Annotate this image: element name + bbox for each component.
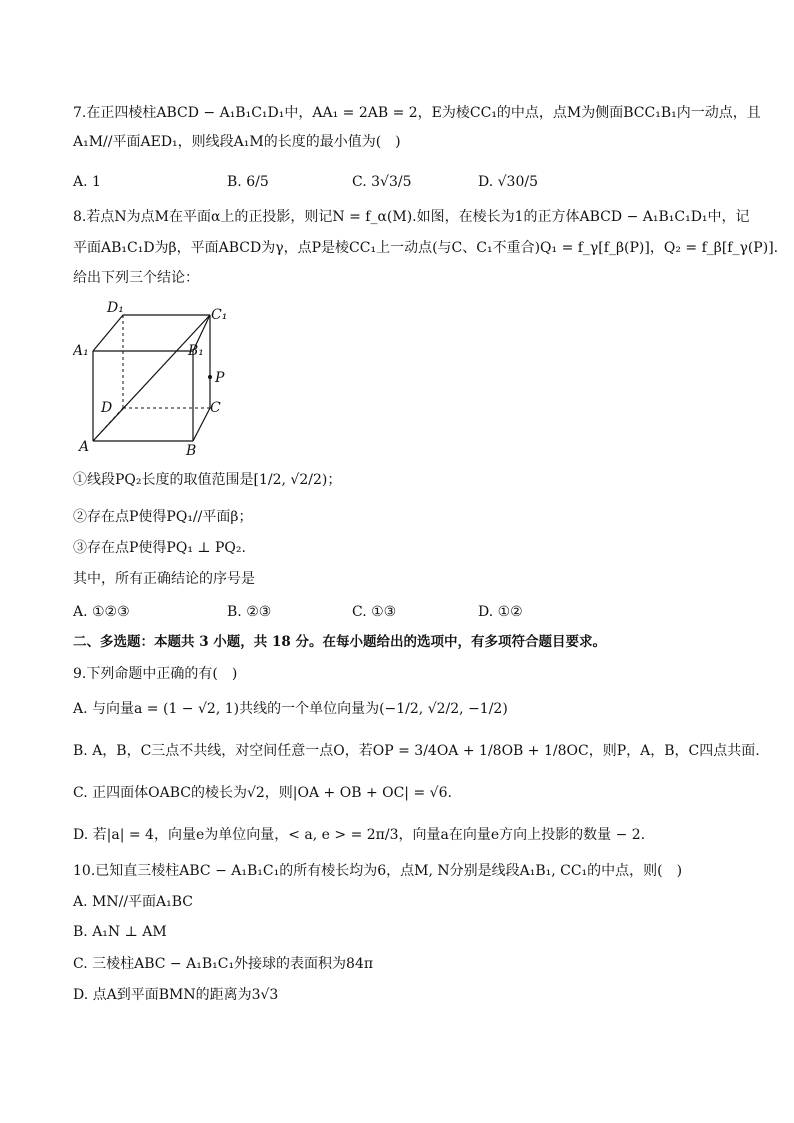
q7-stem-line1: 7.在正四棱柱ABCD − A₁B₁C₁D₁中，AA₁ = 2AB = 2，E为棱CC₁的中点，点M为侧面BCC₁B₁内一动点，且 [73, 105, 761, 121]
label-a1: A₁ [73, 343, 89, 359]
q8-stem-line3: 给出下列三个结论： [73, 270, 199, 286]
label-b1: B₁ [188, 343, 204, 359]
q9-stem: 9.下列命题中正确的有( ) [73, 666, 238, 682]
q10-option-c: C. 三棱柱ABC − A₁B₁C₁外接球的表面积为84π [73, 956, 374, 972]
section-heading-multiple-choice: 二、多选题：本题共 3 小题，共 18 分。在每小题给出的选项中，有多项符合题目要求。 [73, 634, 606, 650]
label-c: C [210, 400, 221, 416]
q8-option-b: B. ②③ [227, 604, 272, 620]
q10-stem: 10.已知直三棱柱ABC − A₁B₁C₁的所有棱长均为6，点M, N分别是线段A₁B₁, CC₁的中点，则( ) [73, 863, 683, 879]
q9-option-b: B. A，B，C三点不共线，对空间任意一点O，若OP = 3/4OA + 1/8OB + 1/8OC，则P，A，B，C四点共面. [73, 743, 760, 759]
cube-diagram [73, 300, 233, 456]
cube-figure [73, 300, 233, 456]
q8-ask: 其中，所有正确结论的序号是 [73, 571, 255, 587]
label-d1: D₁ [107, 300, 124, 316]
q7-option-d: D. √30/5 [478, 174, 538, 190]
label-a: A [79, 439, 90, 455]
q8-option-c: C. ①③ [352, 604, 397, 620]
q7-option-c: C. 3√3/5 [352, 174, 412, 190]
q8-conclusion-2: ②存在点P使得PQ₁//平面β； [73, 509, 253, 525]
q8-conclusion-1: ①线段PQ₂长度的取值范围是[1/2, √2/2)； [73, 472, 342, 488]
edge-a1d1 [93, 315, 123, 351]
label-p: P [215, 370, 225, 386]
q8-conclusion-3: ③存在点P使得PQ₁ ⊥ PQ₂. [73, 540, 246, 556]
label-c1: C₁ [211, 307, 228, 323]
q9-option-a: A. 与向量a = (1 − √2, 1)共线的一个单位向量为(−1/2, √2/2, −1/2) [73, 701, 508, 717]
q8-option-a: A. ①②③ [73, 604, 130, 620]
q8-stem-line2: 平面AB₁C₁D为β，平面ABCD为γ，点P是棱CC₁上一动点(与C、C₁不重合)Q₁ = f_γ[f_β(P)]，Q₂ = f_β[f_γ(P)]. [73, 240, 779, 256]
q7-option-a: A. 1 [73, 174, 101, 190]
label-b: B [186, 443, 197, 456]
q9-option-c: C. 正四面体OABC的棱长为√2，则|OA + OB + OC| = √6. [73, 785, 452, 801]
point-p [208, 375, 212, 379]
q10-option-d: D. 点A到平面BMN的距离为3√3 [73, 987, 279, 1003]
q10-option-b: B. A₁N ⊥ AM [73, 924, 167, 940]
q8-stem-line1: 8.若点N为点M在平面α上的正投影，则记N = f_α(M).如图，在棱长为1的正方体ABCD − A₁B₁C₁D₁中，记 [73, 209, 750, 225]
q7-option-b: B. 6/5 [227, 174, 269, 190]
q10-option-a: A. MN//平面A₁BC [73, 894, 194, 910]
edge-bc [193, 408, 210, 441]
q7-stem-line2: A₁M//平面AED₁，则线段A₁M的长度的最小值为( ) [73, 134, 401, 150]
q8-option-d: D. ①② [478, 604, 523, 620]
label-d: D [101, 400, 113, 416]
q9-option-d: D. 若|a| = 4，向量e为单位向量，< a, e > = 2π/3，向量a在向量e方向上投影的数量 − 2. [73, 827, 646, 843]
